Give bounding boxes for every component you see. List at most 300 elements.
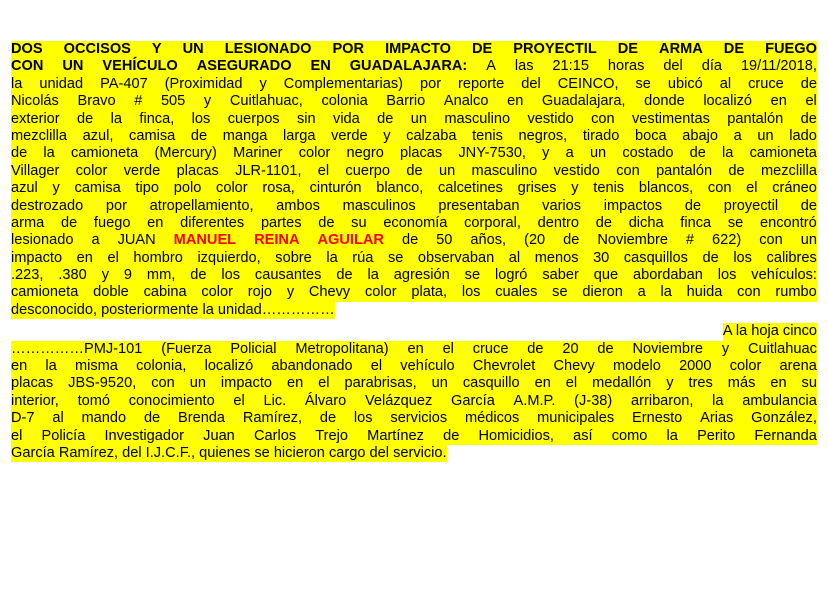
word: tenis bbox=[593, 180, 625, 197]
word: y bbox=[721, 340, 730, 357]
word: arma bbox=[11, 214, 45, 231]
word: del bbox=[369, 444, 394, 461]
word: a bbox=[637, 284, 646, 301]
word: impactos bbox=[603, 197, 663, 214]
text-line bbox=[11, 302, 817, 319]
word: JBS-9520, bbox=[68, 375, 137, 392]
word: servicio. bbox=[393, 444, 447, 461]
word: los bbox=[221, 267, 240, 284]
word: vestimentas bbox=[632, 110, 710, 127]
text-line bbox=[11, 198, 817, 215]
word: causantes bbox=[254, 267, 322, 284]
word: Investigador bbox=[104, 427, 184, 444]
word: y bbox=[666, 375, 674, 392]
word: la bbox=[11, 75, 23, 92]
word: la bbox=[326, 249, 338, 266]
word: hicieron bbox=[273, 444, 329, 461]
word: 2000 bbox=[679, 358, 712, 375]
text-line bbox=[11, 76, 817, 93]
word: por bbox=[105, 197, 127, 214]
word: dentro bbox=[537, 214, 580, 231]
word: así bbox=[573, 427, 593, 444]
word: Mariner bbox=[233, 145, 283, 162]
word: Arias bbox=[700, 410, 734, 427]
word: de bbox=[190, 267, 207, 284]
word: proyectil bbox=[723, 197, 779, 214]
text-line bbox=[11, 393, 817, 410]
word: placas bbox=[11, 375, 54, 392]
word: ambos bbox=[276, 197, 320, 214]
word: su bbox=[351, 214, 367, 231]
word: 9 bbox=[123, 267, 133, 284]
word: 505 bbox=[160, 93, 186, 110]
word: Lic. bbox=[263, 392, 287, 409]
page-turn-note bbox=[11, 323, 817, 340]
word: cargo bbox=[328, 444, 370, 461]
word: .223, bbox=[11, 267, 44, 284]
word: un bbox=[757, 127, 774, 144]
word: Noviembre bbox=[632, 340, 704, 357]
word: color bbox=[216, 180, 248, 197]
word: CEINCO, bbox=[557, 75, 619, 92]
word: rosa, bbox=[262, 180, 295, 197]
word: y bbox=[571, 180, 579, 197]
highlighted-name-word: MANUEL bbox=[173, 232, 237, 249]
word: la bbox=[666, 427, 678, 444]
word: negros, bbox=[518, 127, 568, 144]
word: Complementarias) bbox=[283, 75, 404, 92]
word: GUADALAJARA: bbox=[349, 58, 468, 75]
word: dicha bbox=[628, 214, 664, 231]
text-line bbox=[11, 250, 817, 267]
word: cinturón bbox=[309, 180, 362, 197]
word: un bbox=[189, 375, 206, 392]
text-line bbox=[11, 410, 817, 427]
word: médicos bbox=[464, 410, 520, 427]
word: sin bbox=[296, 110, 316, 127]
word: como bbox=[611, 427, 648, 444]
word: García bbox=[451, 392, 495, 409]
word: el bbox=[317, 162, 330, 179]
word: Ernesto bbox=[632, 410, 683, 427]
word: la bbox=[660, 284, 672, 301]
word: dieron bbox=[582, 284, 623, 301]
word: polo bbox=[173, 180, 202, 197]
word: horas bbox=[607, 58, 645, 75]
word: con bbox=[616, 162, 640, 179]
word: en bbox=[76, 249, 93, 266]
word: de bbox=[401, 232, 419, 249]
word: por bbox=[419, 75, 442, 92]
word: al bbox=[508, 249, 521, 266]
word: corporal, bbox=[464, 214, 521, 231]
word: manga bbox=[222, 127, 268, 144]
text-line bbox=[11, 111, 817, 128]
word: calcetines bbox=[437, 180, 503, 197]
word: ubicó bbox=[667, 75, 703, 92]
word: de bbox=[800, 75, 817, 92]
word: se bbox=[552, 284, 568, 301]
word: de bbox=[377, 110, 394, 127]
word: cruce bbox=[472, 340, 509, 357]
word: 622) bbox=[712, 232, 742, 249]
word: Martínez bbox=[367, 427, 424, 444]
word: a bbox=[733, 127, 742, 144]
word: la bbox=[722, 145, 734, 162]
word: de bbox=[597, 340, 614, 357]
word: (Mercury) bbox=[154, 145, 217, 162]
word: interior, bbox=[11, 392, 59, 409]
word: un bbox=[800, 232, 817, 249]
word: tres bbox=[688, 375, 713, 392]
word: rumbo bbox=[775, 284, 817, 301]
word: y bbox=[101, 267, 109, 284]
word: .380 bbox=[58, 267, 87, 284]
word: y bbox=[542, 145, 550, 162]
text-line bbox=[11, 375, 817, 392]
word: Barrio bbox=[386, 93, 426, 110]
text-line bbox=[11, 358, 817, 375]
word: placas bbox=[400, 145, 443, 162]
word: el bbox=[370, 358, 383, 375]
word: huida bbox=[686, 284, 723, 301]
word: A bbox=[486, 58, 496, 75]
word: Chevrolet bbox=[472, 358, 536, 375]
word: impacto bbox=[220, 375, 273, 392]
word: un bbox=[410, 110, 428, 127]
text-line bbox=[11, 232, 817, 249]
word: izquierdo, bbox=[197, 249, 261, 266]
word: OCCISOS bbox=[63, 41, 131, 57]
text-line bbox=[11, 445, 817, 462]
word: (Proximidad bbox=[164, 75, 243, 92]
word: DE bbox=[472, 41, 493, 57]
word: la bbox=[367, 267, 379, 284]
word: D-7 bbox=[11, 410, 35, 427]
page-turn-text: A la hoja cinco bbox=[722, 323, 817, 340]
word: pantalón bbox=[656, 162, 713, 179]
word: arribaron, bbox=[630, 392, 694, 409]
word: camisa bbox=[74, 180, 121, 197]
word: mando bbox=[81, 410, 127, 427]
word: colonia, bbox=[136, 358, 187, 375]
word: JUAN bbox=[117, 232, 156, 249]
highlighted-name-word: REINA bbox=[254, 232, 300, 249]
word: más bbox=[727, 375, 756, 392]
word: FUEGO bbox=[765, 41, 817, 57]
word: negro bbox=[346, 145, 384, 162]
word: CON bbox=[11, 58, 44, 75]
word: larga bbox=[283, 127, 316, 144]
word: JLR-1101, bbox=[235, 162, 302, 179]
word: con bbox=[151, 375, 175, 392]
text-line bbox=[11, 284, 817, 301]
word: el bbox=[442, 340, 454, 357]
text-line bbox=[11, 267, 817, 284]
word: del bbox=[122, 444, 146, 461]
word: calibres bbox=[766, 249, 817, 266]
word: de bbox=[77, 110, 94, 127]
word: el bbox=[233, 392, 245, 409]
word: finca bbox=[680, 214, 712, 231]
word: se bbox=[387, 249, 404, 266]
word: rojo bbox=[247, 284, 273, 301]
word: UN bbox=[182, 41, 204, 57]
word: los bbox=[461, 284, 481, 301]
word: la bbox=[43, 145, 55, 162]
word: abajo bbox=[682, 127, 718, 144]
word: diferentes bbox=[180, 214, 245, 231]
word: (20 bbox=[524, 232, 546, 249]
word: atropellamiento, bbox=[149, 197, 254, 214]
word: Fernanda bbox=[754, 427, 817, 444]
word: de bbox=[318, 214, 335, 231]
word: la bbox=[45, 358, 57, 375]
word: 30 bbox=[593, 249, 610, 266]
word: en bbox=[147, 214, 164, 231]
word: masculino bbox=[471, 162, 538, 179]
word: posteriormente bbox=[101, 301, 203, 318]
word: de bbox=[190, 127, 208, 144]
word: en bbox=[770, 93, 787, 110]
word: y bbox=[286, 284, 295, 301]
word: del bbox=[663, 58, 683, 75]
word: Villager bbox=[11, 162, 60, 179]
word: y bbox=[383, 127, 391, 144]
word: Velázquez bbox=[364, 392, 433, 409]
word: se bbox=[254, 444, 274, 461]
word: vestido bbox=[553, 162, 600, 179]
word: lesionado bbox=[11, 232, 74, 249]
word: exterior bbox=[11, 110, 60, 127]
word: rúa bbox=[352, 249, 374, 266]
word: sobre bbox=[275, 249, 312, 266]
word: cráneo bbox=[772, 180, 817, 197]
word: agresión bbox=[393, 267, 450, 284]
word: LESIONADO bbox=[224, 41, 312, 57]
word: cruce bbox=[748, 75, 784, 92]
word: reporte bbox=[458, 75, 505, 92]
word: Carlos bbox=[253, 427, 297, 444]
word: mezclilla bbox=[760, 162, 817, 179]
word: encontró bbox=[759, 214, 817, 231]
text-line bbox=[11, 180, 817, 197]
word: EN bbox=[310, 58, 331, 75]
word: costado bbox=[622, 145, 674, 162]
word: de bbox=[406, 162, 423, 179]
word: fuego bbox=[93, 214, 131, 231]
word: (Fuerza bbox=[161, 340, 212, 357]
text-line bbox=[11, 215, 817, 232]
word: blanco, bbox=[376, 180, 424, 197]
word: unidad…………… bbox=[217, 301, 335, 318]
word: 21:15 bbox=[552, 58, 589, 75]
word: ……………PMJ-101 bbox=[11, 340, 143, 357]
text-line bbox=[11, 41, 817, 58]
word: su bbox=[801, 375, 817, 392]
word: UN bbox=[62, 58, 84, 75]
word: en bbox=[534, 375, 551, 392]
word: colonia bbox=[321, 93, 368, 110]
word: partes bbox=[260, 214, 302, 231]
word: blancos, bbox=[638, 180, 694, 197]
word: los bbox=[717, 267, 737, 284]
word: los bbox=[353, 410, 373, 427]
word: logró bbox=[494, 267, 528, 284]
word: un bbox=[589, 145, 607, 162]
text-line bbox=[11, 341, 817, 358]
word: desconocido, bbox=[11, 301, 102, 318]
text-line bbox=[11, 428, 817, 445]
word: misma bbox=[74, 358, 118, 375]
word: tomó bbox=[77, 392, 111, 409]
word: el bbox=[11, 427, 23, 444]
word: tirado bbox=[582, 127, 620, 144]
word: color bbox=[729, 358, 762, 375]
word: en bbox=[11, 358, 28, 375]
word: cuerpo bbox=[345, 162, 391, 179]
word: ambulancia bbox=[742, 392, 817, 409]
word: se bbox=[635, 75, 651, 92]
word: en bbox=[507, 93, 524, 110]
text-line bbox=[11, 58, 817, 75]
word: la bbox=[202, 301, 218, 318]
word: con bbox=[759, 232, 783, 249]
word: los bbox=[191, 110, 211, 127]
word: de bbox=[443, 427, 460, 444]
word: abordaban bbox=[633, 267, 703, 284]
word: modelo bbox=[613, 358, 661, 375]
word: mm, bbox=[146, 267, 176, 284]
word: Brenda bbox=[177, 410, 226, 427]
word: municipales bbox=[537, 410, 615, 427]
word: al bbox=[52, 410, 64, 427]
word: menos bbox=[534, 249, 579, 266]
word: vehículos: bbox=[751, 267, 817, 284]
word: Policía bbox=[41, 427, 86, 444]
word: impacto bbox=[11, 249, 63, 266]
word: vida bbox=[333, 110, 360, 127]
word: Y bbox=[151, 41, 162, 57]
word: de bbox=[60, 214, 78, 231]
word: ARMA bbox=[659, 41, 703, 57]
word: localizó bbox=[204, 358, 254, 375]
word: azul, bbox=[82, 127, 114, 144]
word: tenis bbox=[472, 127, 503, 144]
word: economía bbox=[383, 214, 448, 231]
word: localizó bbox=[703, 93, 752, 110]
text-line bbox=[11, 128, 817, 145]
word: # bbox=[134, 93, 143, 110]
word: color bbox=[201, 284, 233, 301]
word: de bbox=[319, 410, 337, 427]
word: de bbox=[143, 410, 161, 427]
word: en bbox=[407, 340, 424, 357]
word: Ramírez, bbox=[58, 444, 123, 461]
word: IMPACTO bbox=[385, 41, 452, 57]
word: de bbox=[689, 145, 706, 162]
word: con bbox=[707, 180, 732, 197]
word: Nicolás bbox=[11, 93, 59, 110]
word: García bbox=[11, 444, 59, 461]
word: Álvaro bbox=[304, 392, 347, 409]
word: I.J.C.F., bbox=[145, 444, 200, 461]
word: al bbox=[719, 75, 732, 92]
word: vestido bbox=[527, 110, 574, 127]
word: Chevy bbox=[553, 358, 595, 375]
word: vehículo bbox=[400, 358, 455, 375]
text-line bbox=[11, 163, 817, 180]
word: conocimiento bbox=[128, 392, 215, 409]
word: medallón bbox=[592, 375, 652, 392]
word: la bbox=[110, 110, 123, 127]
word: día bbox=[701, 58, 723, 75]
word: se bbox=[727, 214, 744, 231]
word: de bbox=[595, 214, 612, 231]
word: abandonado bbox=[271, 358, 353, 375]
word: camioneta bbox=[70, 145, 139, 162]
word: servicios bbox=[390, 410, 448, 427]
word: 20 bbox=[562, 340, 579, 357]
word: casquillos bbox=[623, 249, 688, 266]
word: finca, bbox=[139, 110, 175, 127]
word: de bbox=[563, 232, 580, 249]
word: y bbox=[259, 75, 267, 92]
word: y bbox=[52, 180, 60, 197]
word: 19/11/2018, bbox=[740, 58, 817, 75]
word: a bbox=[91, 232, 100, 249]
word: del bbox=[521, 75, 541, 92]
word: # bbox=[685, 232, 695, 249]
word: masculinos bbox=[342, 197, 416, 214]
word: casquillo bbox=[462, 375, 520, 392]
word: pantalón bbox=[727, 110, 784, 127]
word: Perito bbox=[697, 427, 736, 444]
word: donde bbox=[644, 93, 685, 110]
word: de bbox=[702, 249, 719, 266]
word: el bbox=[107, 249, 119, 266]
text-line bbox=[11, 93, 817, 110]
word: Policial bbox=[230, 340, 277, 357]
word: de bbox=[728, 162, 745, 179]
word: el bbox=[565, 375, 578, 392]
word: masculino bbox=[444, 110, 511, 127]
word: parabrisas, bbox=[344, 375, 417, 392]
word: que bbox=[593, 267, 619, 284]
word: el bbox=[746, 180, 758, 197]
word: de bbox=[684, 197, 702, 214]
word: verde bbox=[331, 127, 368, 144]
word: color bbox=[75, 162, 108, 179]
word: la bbox=[712, 392, 724, 409]
word: en bbox=[286, 375, 304, 392]
word: placas bbox=[176, 162, 219, 179]
highlighted-name-word: AGUILAR bbox=[317, 232, 384, 249]
word: varios bbox=[542, 197, 582, 214]
word: con bbox=[591, 110, 615, 127]
word: hombro bbox=[133, 249, 183, 266]
word: Cuitlahuac, bbox=[229, 93, 303, 110]
word: Noviembre bbox=[597, 232, 668, 249]
word: Cuitlahuac bbox=[747, 340, 817, 357]
word: POR bbox=[332, 41, 365, 57]
word: el bbox=[318, 375, 330, 392]
word: de bbox=[800, 110, 817, 127]
word: camioneta bbox=[749, 145, 817, 162]
word: Ramírez, bbox=[242, 410, 303, 427]
news-report bbox=[11, 41, 817, 462]
word: presentaban bbox=[438, 197, 520, 214]
